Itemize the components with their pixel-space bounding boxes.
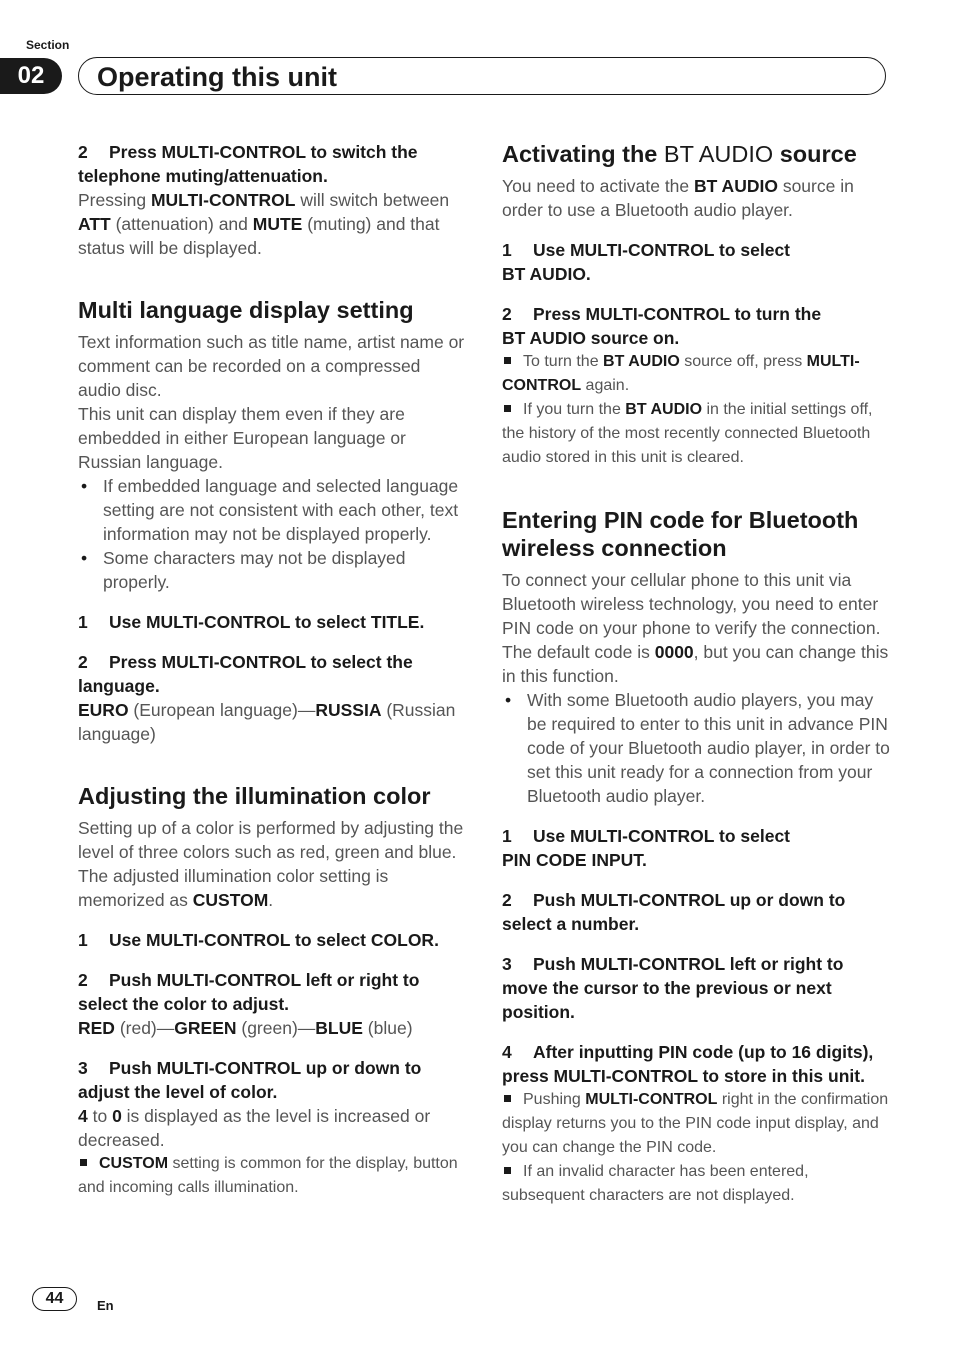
square-bullet-icon [504, 1095, 511, 1102]
multi-paragraph-2: This unit can display them even if they are embedded in either European language or Russian language. [78, 404, 406, 472]
step-select-language: 2 Press MULTI-CONTROL to select the language. [78, 652, 413, 696]
heading-multi-language: Multi language display setting [78, 297, 414, 323]
level-description: 4 to 0 is displayed as the level is increased or decreased. [78, 1106, 431, 1150]
step-select-title: 1 Use MULTI-CONTROL to select TITLE. [78, 612, 425, 632]
title-banner [78, 57, 886, 95]
heading-bt-audio: Activating the BT AUDIO source [502, 141, 857, 167]
custom-note: CUSTOM setting is common for the display, button and incoming calls illumination. [78, 1155, 458, 1196]
section-number: 02 [0, 58, 62, 94]
step-store-pin: 4 After inputting PIN code (up to 16 digits), press MULTI-CONTROL to store in this unit. [502, 1042, 874, 1086]
square-bullet-icon [504, 405, 511, 412]
left-column [78, 140, 466, 1200]
illumination-paragraph: Setting up of a color is performed by adjusting the level of three colors such as red, green and blue. The adjusted illumination color setting is memorized as CUSTOM. [78, 818, 464, 910]
step-turn-bt-on: 2 Press MULTI-CONTROL to turn the BT AUDIO source on. [502, 304, 822, 348]
pin-paragraph: To connect your cellular phone to this unit via Bluetooth wireless technology, you need to enter PIN code on your phone to verify the connection. The default code is 0000, but you can change this in this function. [502, 570, 889, 686]
step-adjust-level: 3 Push MULTI-CONTROL up or down to adjust the level of color. [78, 1058, 422, 1102]
step-select-color: 1 Use MULTI-CONTROL to select COLOR. [78, 930, 439, 950]
square-bullet-icon [504, 357, 511, 364]
heading-illumination: Adjusting the illumination color [78, 783, 431, 809]
square-bullet-icon [504, 1167, 511, 1174]
pin-note-1: Pushing MULTI-CONTROL right in the confirmation display returns you to the PIN code input display, and you can change the PIN code. [502, 1091, 889, 1156]
step-mute: 2 Press MULTI-CONTROL to switch the telephone muting/attenuation. [78, 142, 418, 186]
color-options: RED (red)—GREEN (green)—BLUE (blue) [78, 1018, 413, 1038]
pin-note-2: If an invalid character has been entered, subsequent characters are not displayed. [502, 1163, 809, 1204]
multi-paragraph-1: Text information such as title name, artist name or comment can be recorded on a compressed audio disc. [78, 332, 465, 400]
right-column [502, 140, 890, 1208]
page-number: 44 [32, 1287, 77, 1311]
bullet-item: • If embedded language and selected language setting are not consistent with each other, text information may not be displayed properly. [78, 474, 466, 546]
heading-pin-code: Entering PIN code for Bluetooth wireless connection [502, 507, 859, 561]
language-code: En [97, 1298, 114, 1313]
page-title: Operating this unit [97, 62, 337, 92]
square-bullet-icon [80, 1159, 87, 1166]
language-options: EURO (European language)—RUSSIA (Russian language) [78, 700, 456, 744]
step-select-color-adjust: 2 Push MULTI-CONTROL left or right to select the color to adjust. [78, 970, 420, 1014]
bt-paragraph: You need to activate the BT AUDIO source in order to use a Bluetooth audio player. [502, 176, 854, 220]
section-label: Section [26, 38, 70, 52]
step-select-number: 2 Push MULTI-CONTROL up or down to select a number. [502, 890, 846, 934]
step-select-bt-audio: 1 Use MULTI-CONTROL to select BT AUDIO. [502, 240, 791, 284]
step-move-cursor: 3 Push MULTI-CONTROL left or right to move the cursor to the previous or next position. [502, 954, 844, 1022]
step-mute-body: Pressing MULTI-CONTROL will switch between ATT (attenuation) and MUTE (muting) and that status will be displayed. [78, 190, 450, 258]
bt-note-1: To turn the BT AUDIO source off, press MULTI-CONTROL again. [502, 353, 860, 394]
bullet-item: • Some characters may not be displayed properly. [78, 546, 466, 594]
bullet-item: • With some Bluetooth audio players, you may be required to enter to this unit in advance PIN code of your Bluetooth audio player, in order to set this unit ready for a connection from your Bluetooth audio player. [502, 688, 890, 808]
bt-note-2: If you turn the BT AUDIO in the initial settings off, the history of the most recently connected Bluetooth audio stored in this unit is cleared. [502, 401, 873, 466]
step-select-pin-input: 1 Use MULTI-CONTROL to select PIN CODE INPUT. [502, 826, 791, 870]
